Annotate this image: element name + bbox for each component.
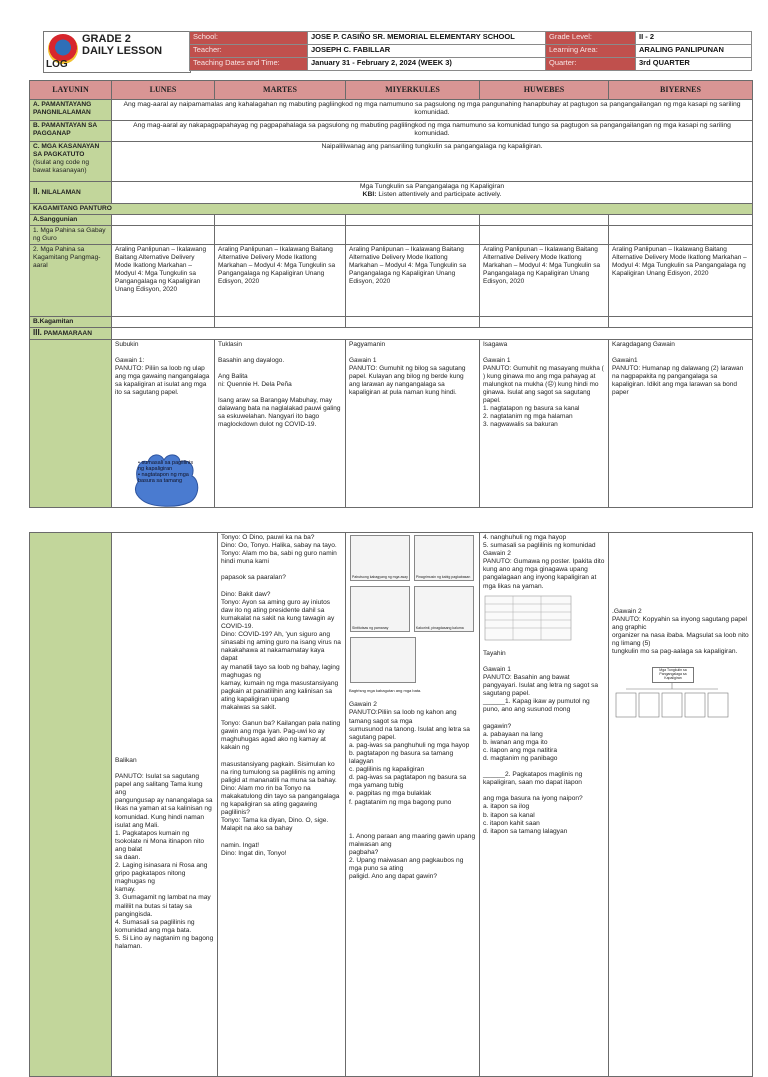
header-info-table [189, 31, 752, 71]
log-label: LOG [46, 59, 68, 70]
pamantayan-sa-pagganap-text: Ang mag-aaral ay nakapagpapahayag ng pagpapahalaga sa pagsulong ng mabuting paglilingkod ng mga namumuno sa komunidad tungo sa pagtugon sa pangangailangan ng mga kasapi ng sariling komunidad. [112, 121, 753, 142]
picture-3-caption: Sintitutsas ng pamanay [352, 626, 389, 631]
lesson-log-table [29, 80, 753, 508]
pamamaraan-label: PAMAMARAAN [43, 330, 92, 337]
learning-area-label: Learning Area: [546, 45, 636, 58]
grade-label: GRADE 2 [82, 33, 131, 45]
glove-items [138, 460, 194, 484]
row-label-nilalaman [30, 182, 112, 204]
school-label: School: [190, 32, 308, 45]
biyernes-page2 [609, 533, 753, 1077]
col-huwebes: HUWEBES [480, 81, 609, 100]
lesson-log-table-page-2 [29, 532, 753, 1077]
pamamaraan-spacer [112, 328, 753, 340]
karagdagang-gawain-biyernes: Karagdagang Gawain Gawain1 PANUTO: Humanap ng dalawang (2) larawan na nagpapakita ng pangangalaga sa kapaligiran. Idikit ang mga larawan sa bond paper [609, 340, 753, 508]
col-lunes: LUNES [112, 81, 215, 100]
module-ref-lunes: Araling Panlipunan – Ikalawang Baitang Alternative Delivery Mode Ikatlong Markahan – Modyul 4: Mga Tungkulin sa Pangangalaga ng Kapaligiran Unang Edisyon, 2020 [112, 245, 215, 317]
nilalaman-number: II. [33, 187, 40, 196]
picture-2-caption: Pinagrimusin ng kabig pagkabasan [415, 575, 471, 579]
teacher-value: JOSEPH C. FABILLAR [308, 45, 546, 58]
gawain-2-biyernes: .Gawain 2 PANUTO: Kopyahin sa inyong sagutang papel ang graphic organizer na nasa ibaba. Magsulat sa loob nito ng limang (5) tungkulin mo sa pag-aalaga sa kapaligiran. [612, 608, 749, 656]
graphic-organizer [612, 667, 732, 727]
isagawa-cont-huwebes: 4. nanghuhuli ng mga hayop 5. sumasali sa paglilinis ng komunidad Gawain 2 PANUTO: Gumawa ng poster. Ipakita dito kung ano ang mga ginagawa upang pangalagaan ang inyong kapaligiran at mga likas na yaman. [483, 534, 605, 590]
row-label-pamantayan-sa-pagganap: B. PAMANTAYAN SA PAGGANAP [30, 121, 112, 142]
picture-grid [349, 534, 476, 695]
col-martes: MARTES [215, 81, 346, 100]
kasanayan-note: (Isulat ang code ng bawat kasanayan) [33, 159, 90, 174]
module-ref-huwebes: Araling Panlipunan – Ikalawang Baitang Alternative Delivery Mode Ikatlong Markahan – Modyul 4: Mga Tungkulin sa Pangangalaga ng Kapaligiran Unang Edisyon, 2020 [480, 245, 609, 317]
page2-row-label [30, 533, 112, 1077]
module-ref-miyerkules: Araling Panlipunan – Ikalawang Baitang Alternative Delivery Mode Ikatlong Markahan – Modyul 4: Mga Tungkulin sa Pangangalaga ng Kapaligiran Unang Edisyon, 2020 [346, 245, 480, 317]
quarter-label: Quarter: [546, 58, 636, 71]
quarter-value: 3rd QUARTER [636, 58, 752, 71]
balikan-lunes: Balikan PANUTO: Isulat sa sagutang papel ang salitang Tama kung ang pangungusap ay nanangalaga sa likas na yaman at sa kalinisan ng komunidad. Kung hindi naman isulat ang Mali. 1. Pagkatapos kumain ng tsokolate ni Mona itinapon nito ang balat sa daan. 2. Laging isinasara ni Rosa ang gripo pagkatapos nitong maghugas ng kamay. 3. Gumagamit ng lambat na may maliliit na butas si tatay sa pangingisda. 4. Sumasali sa paglilinis ng komunidad ang mga bata. 5. Si Lino ay nagtanim ng bagong halaman. [112, 533, 218, 1077]
dates-value: January 31 - February 2, 2024 (WEEK 3) [308, 58, 546, 71]
kasanayan-text: Naipaliliwanag ang pansariling tungkulin sa pangangalaga ng kapaligiran. [112, 142, 753, 182]
kbi-text: Listen attentively and participate actively. [378, 191, 502, 198]
picture-1-caption: Pahutsong kabagyang ng mga asay [352, 575, 408, 579]
dates-label: Teaching Dates and Time: [190, 58, 308, 71]
kagamitang-panturo-label: KAGAMITANG PANTURO [30, 204, 753, 215]
huwebes-page2 [480, 533, 609, 1077]
pamamaraan-row-label [30, 340, 112, 508]
col-biyernes: BIYERNES [609, 81, 753, 100]
col-miyerkules: MIYERKULES [346, 81, 480, 100]
organizer-title: Mga Tungkulin sa Pangangalaga sa Kapaligiran [652, 667, 694, 683]
questions-miyerkules: 1. Anong paraan ang maaring gawin upang maiwasan ang pagbaha? 2. Upang maiwasan ang pagkaubos ng mga puno sa ating paligid. Ano ang dapat gawin? [349, 832, 476, 881]
nilalaman-label: NILALAMAN [41, 189, 81, 196]
picture-2 [414, 535, 474, 581]
subukin-lunes: Subukin Gawain 1: PANUTO: Piliin sa loob ng ulap ang mga gawaing nangangalaga sa kapaligiran at isulat ang mga ito sa sagutang papel. [112, 340, 215, 508]
b-kagamitan-label: B.Kagamitan [30, 317, 112, 328]
glove-item-1: • sumasali sa paglilinis ng kapaligiran [138, 460, 194, 472]
nilalaman-cell [112, 182, 753, 204]
picture-4-caption: Kakorinti, pinagdasang kaluma [415, 626, 464, 631]
picture-1 [350, 535, 410, 581]
tayahin-huwebes: Tayahin Gawain 1 PANUTO: Basahin ang bawat pangyayari. Isulat ang letra ng sagot sa sagutang papel. ______1. Kapag ikaw ay pumutol ng puno, ano ang susunod mong gagawin? a. pabayaan na lang b. iwanan ang mga ito c. itapon ang mga natitira d. magtanim ng panibago ______2. Pagkatapos maglinis ng kapaligiran, saan mo dapat itapon ang mga basura na iyong naipon? a. itapon sa ilog b. itapon sa kanal c. itapon kahit saan d. itapon sa tamang lalagyan [483, 649, 599, 835]
grade-level-value: II - 2 [636, 32, 752, 45]
grade-level-label: Grade Level: [546, 32, 636, 45]
pagyamanin-miyerkules: Pagyamanin Gawain 1 PANUTO: Gumuhit ng bilog sa sagutang papel. Kulayan ang bilog ng berde kung ang larawan ay nangangalaga sa kapaligiran at pula naman kung hindi. [346, 340, 480, 508]
picture-5-caption: Bagtrisng mga kabagutan ang mga bata. [349, 688, 422, 694]
picture-3 [350, 586, 410, 632]
pamamaraan-label-cell [30, 328, 112, 340]
kagamitang-pangmag-aaral-label: 2. Mga Pahina sa Kagamitang Pangmag-aaral [30, 245, 112, 317]
school-logo-box [43, 31, 191, 73]
teacher-label: Teacher: [190, 45, 308, 58]
learning-area-value: ARALING PANLIPUNAN [636, 45, 752, 58]
tuklasin-martes: Tuklasin Basahin ang dayalogo. Ang Balita ni: Quennie H. Dela Peña Isang araw sa Barangay Mabuhay, may dalawang bata na naglalakad pauwi galing sa eskuwelahan. Nangyari ito bago maglockdown dulot ng COVID-19. [215, 340, 346, 508]
col-layunin: LAYUNIN [30, 81, 112, 100]
picture-4 [414, 586, 474, 632]
glove-item-2: • nagtatapon ng mga basura sa tamang [138, 472, 189, 484]
row-label-pamantayang-pangnilalaman: A. PAMANTAYANG PANGNILALAMAN [30, 100, 112, 121]
kasanayan-label: C. MGA KASANAYAN SA PAGKATUTO [33, 143, 100, 158]
daily-lesson-label: DAILY LESSON [82, 45, 163, 57]
dll-title [82, 33, 162, 57]
dialogue-martes: Tonyo: O Dino, pauwi ka na ba? Dino: Oo, Tonyo. Halika, sabay na tayo. Tonyo: Alam mo ba, sabi ng guro namin hindi muna kami papasok sa paaralan? Dino: Bakit daw? Tonyo: Ayon sa aming guro ay iniutos daw ito ng ating presidente dahil sa kumakalat na sakit na kung tawagin ay COVID-19. Dino: COVID-19? Ah, 'yun siguro ang sinasabi ng aming guro na isang virus na nakakahawa at nakamamatay kaya dapat ay manatili tayo sa loob ng bahay, laging maghugas ng kamay, kumain ng mga masustansiyang pagkain at panatilihin ang kalinisan sa ating kapaligiran upang makaiwas sa sakit. Tonyo: Ganun ba? Kailangan pala nating gawin ang mga iyan. Pag-uwi ko ay maghuhugas agad ako ng kamay at kakain ng masustansiyang pagkain. Sisimulan ko na ring tumulong sa paglilinis ng aming paligid at mananatili na muna sa bahay. Dino: Alam mo rin ba Tonyo na makakatulong din tayo sa pangangalaga ng kapaligiran sa ating gagawing paglilinis? Tonyo: Tama ka diyan, Dino. O, sige. Malapit na ako sa bahay namin. Ingat! Dino: Ingat din, Tonyo! [218, 533, 346, 1077]
module-ref-biyernes: Araling Panlipunan – Ikalawang Baitang Alternative Delivery Mode Ikatlong Markahan – Modyul 4: Mga Tungkulin sa Pangangalaga ng Kapaligiran Unang Edisyon, 2020 [609, 245, 753, 317]
gawain-2-miyerkules: Gawain 2 PANUTO:Piliin sa loob ng kahon ang tamang sagot sa mga sumusunod na tanong. Isulat ang letra sa sagutang papel. a. pag-iwas sa panghuhuli ng mga hayop b. pagtatapon ng basura sa tamang lalagyan c. paglilinis ng kapaligiran d. pag-iwas sa pagtatapon ng basura sa mga yamang tubig e. pagpitas ng mga bulaklak f. pagtatanim ng mga bagong puno [349, 701, 470, 806]
picture-5 [350, 637, 416, 683]
kbi-label: KBI: [362, 191, 377, 198]
nilalaman-text: Mga Tungkulin sa Pangangalaga ng Kapaligiran [359, 183, 505, 190]
module-ref-martes: Araling Panlipunan – Ikalawang Baitang Alternative Delivery Mode Ikatlong Markahan – Modyul 4: Mga Tungkulin sa Pangangalaga ng Kapaligiran Unang Edisyon, 2020 [215, 245, 346, 317]
gabay-ng-guro-label: 1. Mga Pahina sa Gabay ng Guro [30, 226, 112, 245]
pamamaraan-number: III. [33, 328, 42, 337]
school-value: JOSE P. CASIÑO SR. MEMORIAL ELEMENTARY SCHOOL [308, 32, 546, 45]
isagawa-huwebes: Isagawa Gawain 1 PANUTO: Gumuhit ng masayang mukha ( ) kung ginawa mo ang mga pahayag at malungkot na mukha (☹) kung hindi mo ginawa. Isulat ang sagot sa sagutang papel. 1. nagtatapon ng basura sa kanal 2. nagtatanim ng mga halaman 3. nagwawalis sa bakuran [480, 340, 609, 508]
miyerkules-page2 [346, 533, 480, 1077]
pamantayang-pangnilalaman-text: Ang mag-aaral ay naipamamalas ang kahalagahan ng mabuting pagliingkod ng mga namumuno sa pagsulong ng mga pangunahing hanapbuhay at pagtugon sa pangangailangan ng mga kasapi ng sariling komunidad. [112, 100, 753, 121]
poster-table-figure [483, 594, 573, 642]
sanggunian-label: A.Sanggunian [30, 215, 112, 226]
row-label-kasanayan [30, 142, 112, 182]
